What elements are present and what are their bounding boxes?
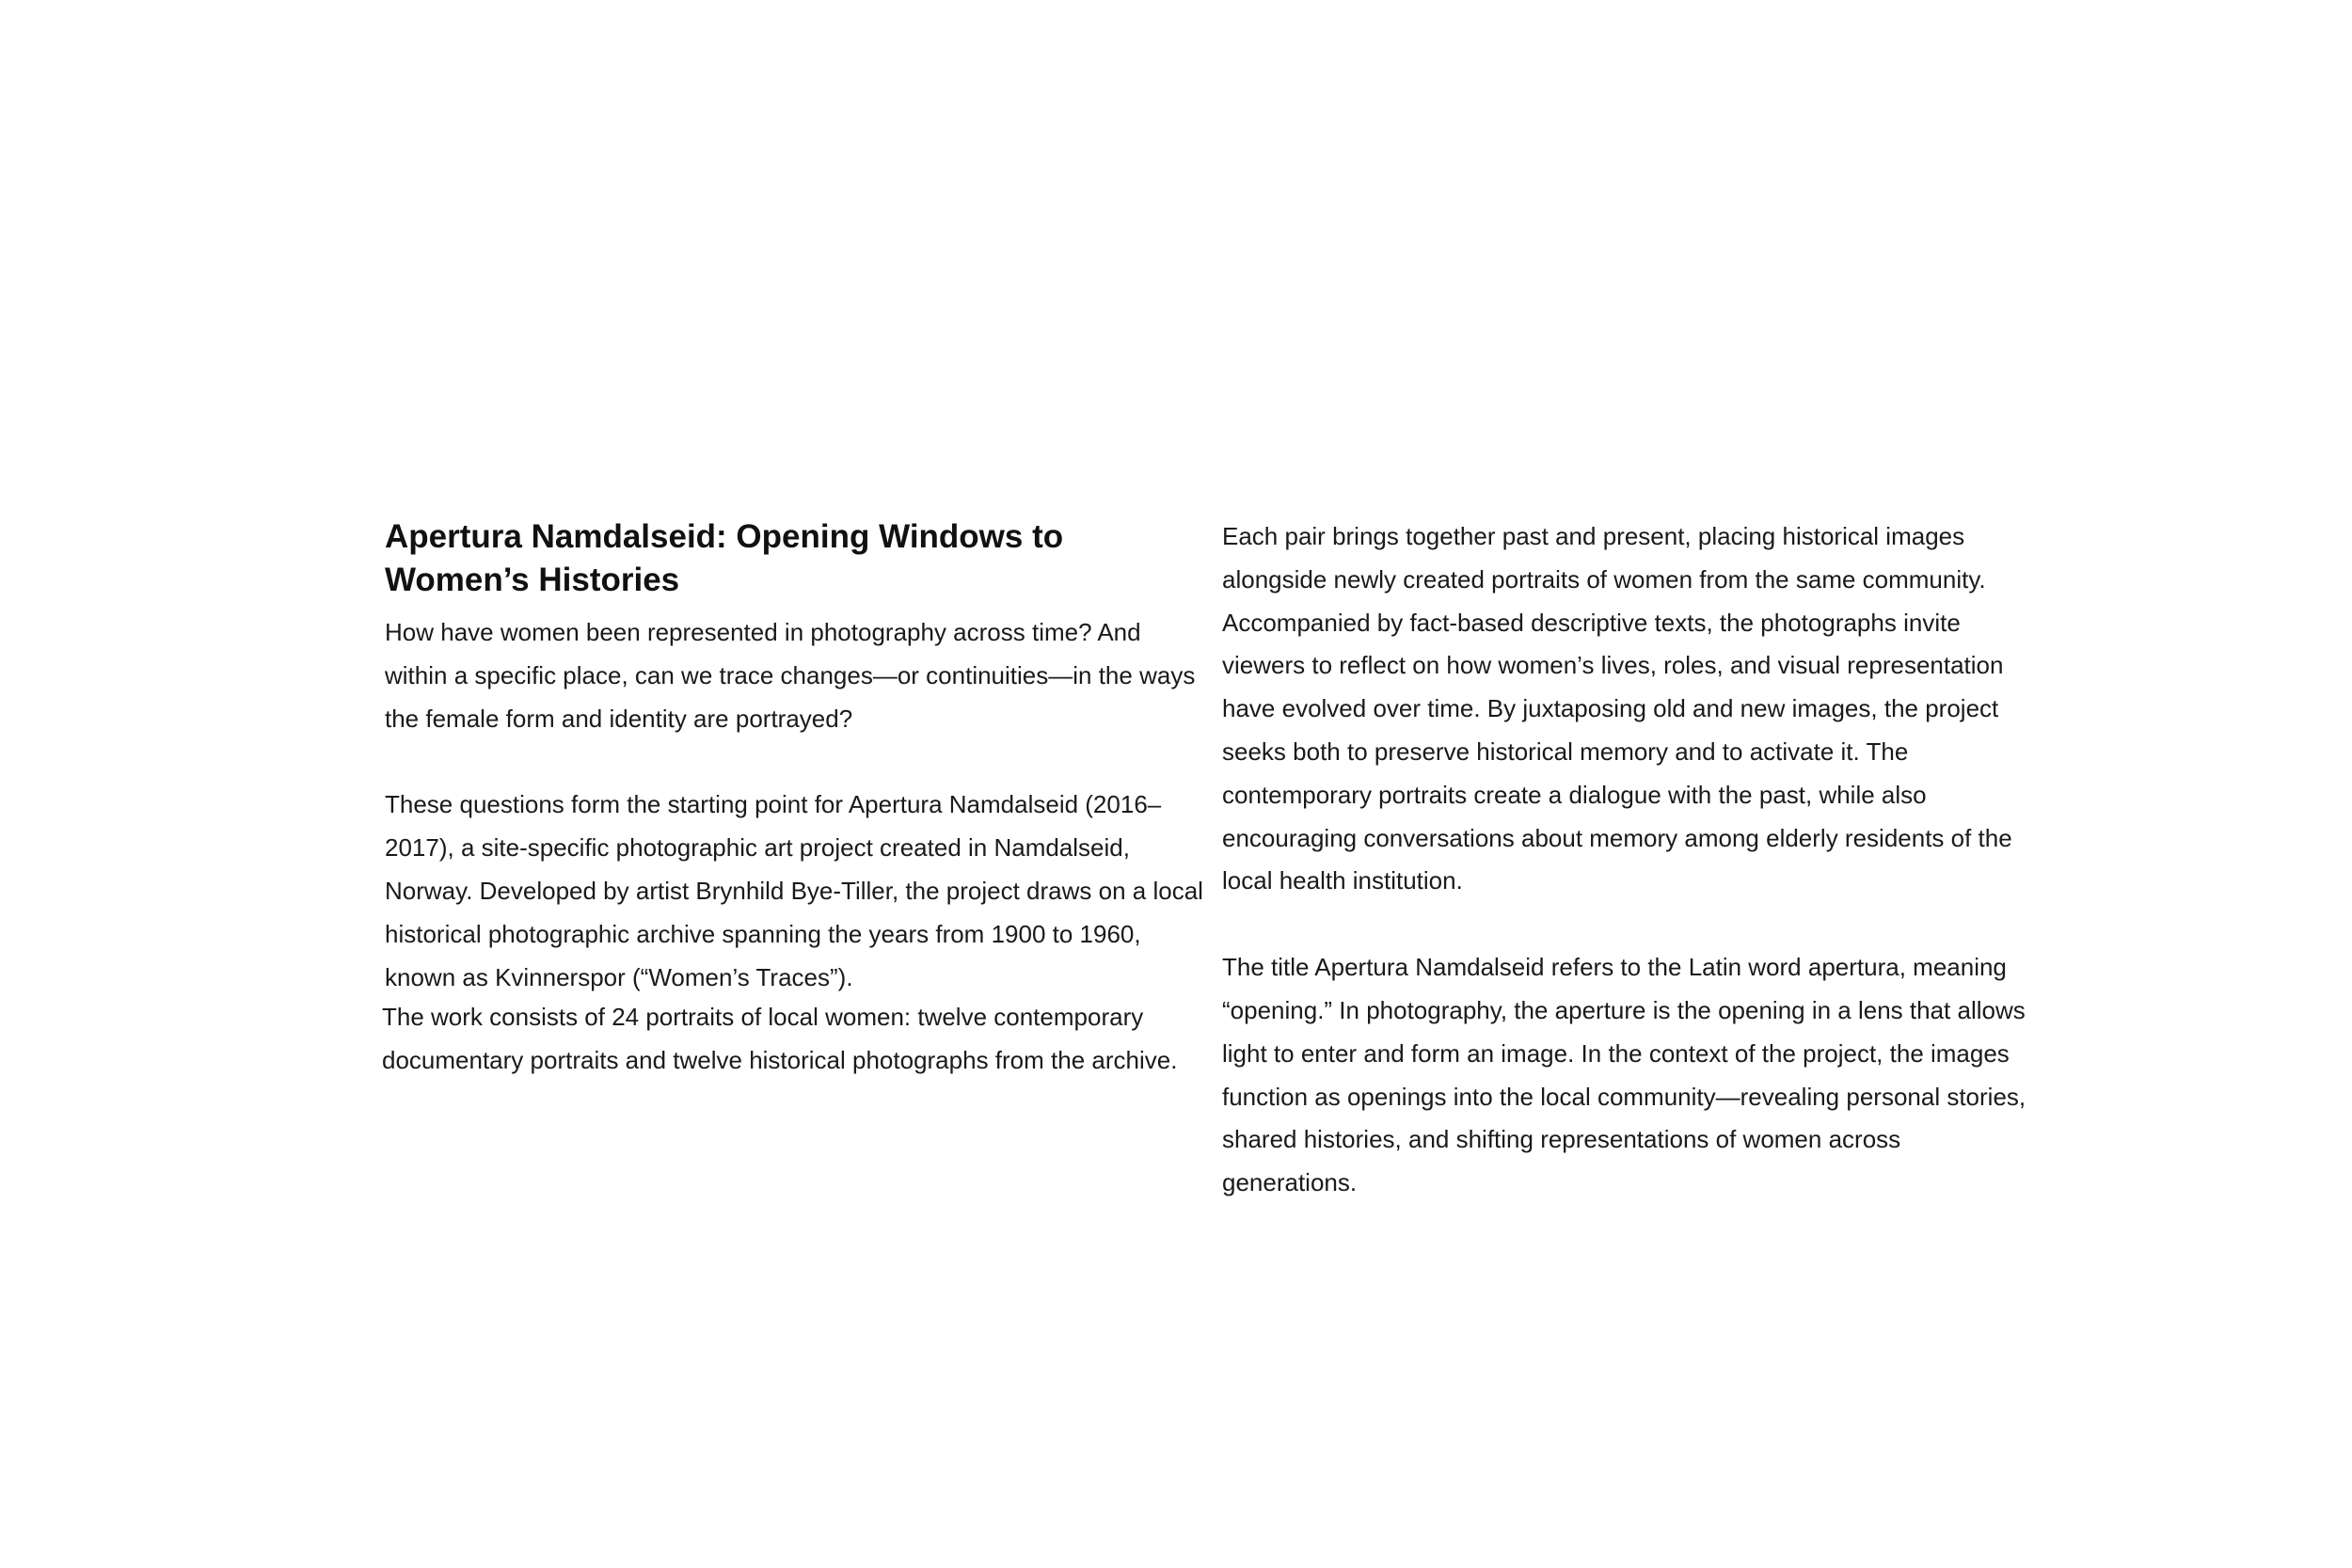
title-meaning-paragraph: The title Apertura Namdalseid refers to the Latin word apertura, meaning “opening.” In photography, the aperture is the opening in a lens that allows light to enter and form an image. In the context of the project, the images function as openings into the local community—revealing personal stories, shared histories, and shifting representations of women across generations.: [1222, 953, 2026, 1197]
pairs-paragraph: Each pair brings together past and present, placing historical images alongside newly created portraits of women from the same community. Accompanied by fact-based descriptive texts, the photographs invite viewers to reflect on how women’s lives, roles, and visual representation have evolved over time. By juxtaposing old and new images, the project seeks both to preserve historical memory and to activate it. The contemporary portraits create a dialogue with the past, while also encouraging conversations about memory among elderly residents of the local health institution.: [1222, 522, 2012, 895]
intro-paragraph: How have women been represented in photography across time? And within a specific place, can we trace changes—or continuities—in the ways the female form and identity are portrayed?: [385, 618, 1196, 733]
right-column: [1222, 515, 2041, 1205]
portraits-paragraph: The work consists of 24 portraits of local women: twelve contemporary documentary portraits and twelve historical photographs from the archive.: [382, 1003, 1178, 1075]
left-column: [382, 515, 1203, 1083]
article-title: Apertura Namdalseid: Opening Windows to Women’s Histories: [385, 518, 1064, 598]
project-paragraph: These questions form the starting point for Apertura Namdalseid (2016–2017), a site-specific photographic art project created in Namdalseid, Norway. Developed by artist Brynhild Bye-Tiller, the project draws on a local historical photographic archive spanning the years from 1900 to 1960, known as Kvinnerspor (“Women’s Traces”).: [385, 790, 1203, 991]
